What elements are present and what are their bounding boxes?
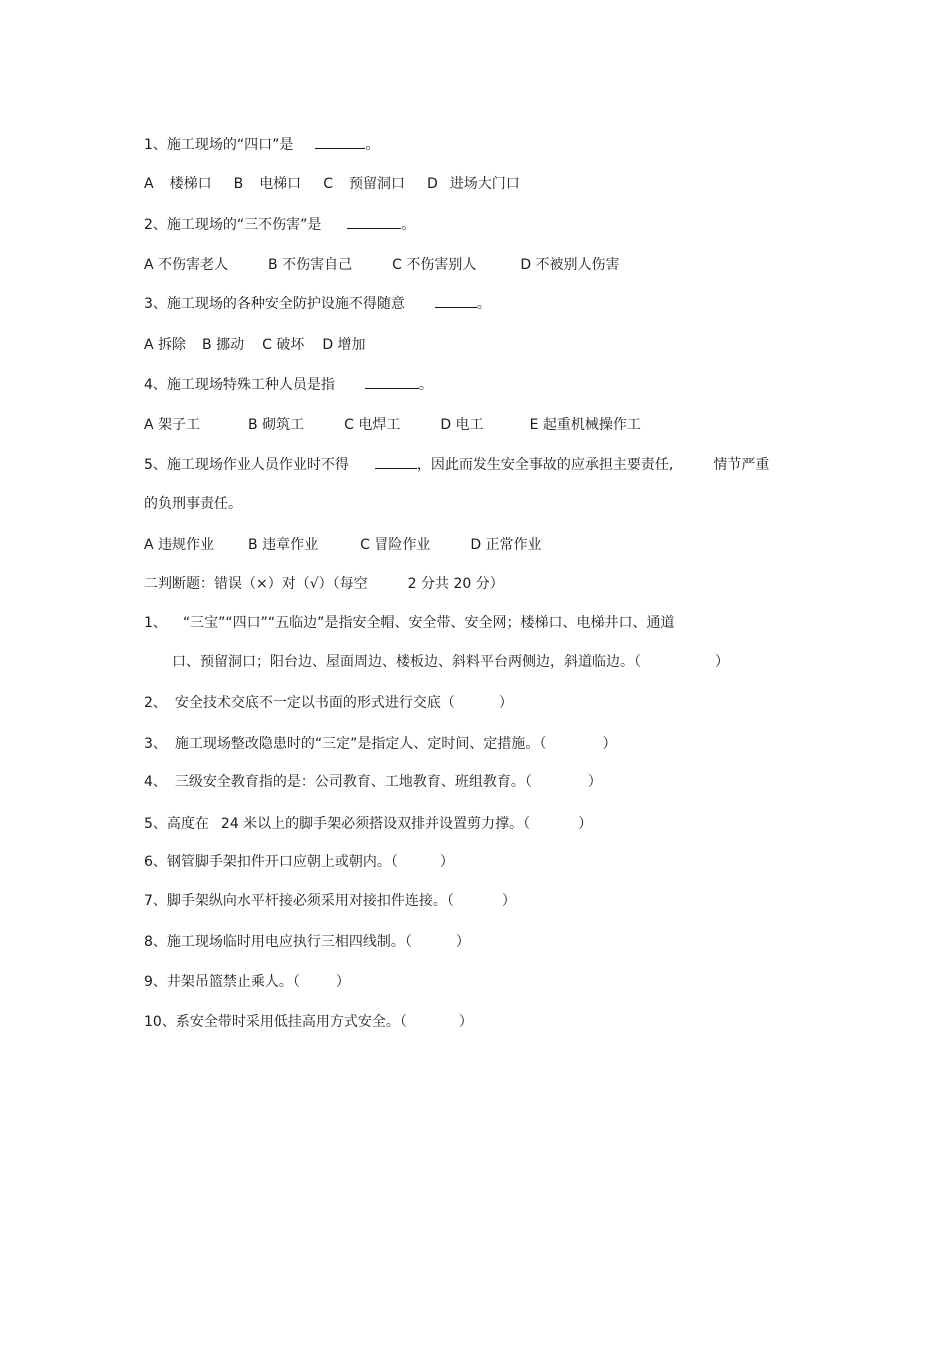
choice-options-2 bbox=[144, 256, 620, 274]
question-number: 4、 bbox=[144, 774, 167, 790]
answer-blank bbox=[435, 295, 477, 308]
judge-question-8: 8、施工现场临时用电应执行三相四线制。（ ） bbox=[144, 934, 470, 950]
option-d: D 电工 bbox=[440, 417, 484, 433]
question-number: 2、 bbox=[144, 695, 167, 711]
choice-question-2: 2、施工现场的“三不伤害”是 。 bbox=[144, 217, 416, 233]
judge-heading: 二判断题：错误（×）对（√）（每空 2 分共 20 分） bbox=[144, 576, 504, 592]
question-text: 安全技术交底不一定以书面的形式进行交底（ bbox=[174, 695, 455, 711]
choice-options-5 bbox=[144, 536, 542, 554]
option-letter: C bbox=[323, 176, 333, 192]
choice-question-3: 3、施工现场的各种安全防护设施不得随意 。 bbox=[144, 296, 491, 312]
option-a: A 违规作业 bbox=[144, 537, 215, 553]
choice-question-1: 1、施工现场的“四口”是 。 bbox=[144, 137, 380, 153]
option-text: 电梯口 bbox=[259, 176, 302, 192]
option-d: D 不被别人伤害 bbox=[520, 257, 620, 273]
question-text: 2、施工现场的“三不伤害”是 bbox=[144, 217, 322, 233]
choice-question-4: 4、施工现场特殊工种人员是指 。 bbox=[144, 377, 433, 393]
option-a: A 架子工 bbox=[144, 417, 201, 433]
choice-options-3 bbox=[144, 336, 366, 354]
option-c: C 破坏 bbox=[262, 337, 305, 353]
choice-options-1 bbox=[144, 175, 520, 193]
answer-blank bbox=[347, 216, 401, 229]
question-text: “三宝”“四口”“五临边”是指安全帽、安全带、安全网；楼梯口、电梯井口、通道 bbox=[182, 615, 675, 631]
question-number: 3、 bbox=[144, 736, 167, 752]
question-text: 3、施工现场的各种安全防护设施不得随意 bbox=[144, 296, 405, 312]
option-letter: B bbox=[233, 176, 244, 192]
judge-question-6: 6、钢管脚手架扣件开口应朝上或朝内。（ ） bbox=[144, 854, 454, 870]
question-text: 施工现场整改隐患时的“三定”是指定人、定时间、定措施。（ bbox=[174, 736, 547, 752]
option-letter: A bbox=[144, 176, 154, 192]
option-a: A 拆除 bbox=[144, 337, 187, 353]
option-c: C 不伤害别人 bbox=[392, 257, 477, 273]
option-e: E 起重机械操作工 bbox=[529, 417, 641, 433]
option-c: C 电焊工 bbox=[344, 417, 401, 433]
option-text: 进场大门口 bbox=[449, 176, 520, 192]
judge-question-10: 10、系安全带时采用低挂高用方式安全。（ ） bbox=[144, 1014, 473, 1030]
judge-question-1-line2: 口、预留洞口；阳台边、屋面周边、楼板边、斜料平台两侧边，斜道临边。（ ） bbox=[172, 654, 729, 670]
answer-blank bbox=[315, 136, 365, 149]
judge-question-7: 7、脚手架纵向水平杆接必须采用对接扣件连接。（ ） bbox=[144, 893, 516, 909]
question-text: 4、施工现场特殊工种人员是指 bbox=[144, 377, 335, 393]
option-b: B 不伤害自己 bbox=[268, 257, 353, 273]
option-d: D 增加 bbox=[322, 337, 366, 353]
question-text: 5、施工现场作业人员作业时不得 bbox=[144, 457, 349, 473]
judge-question-1 bbox=[144, 614, 674, 632]
choice-question-5: 5、施工现场作业人员作业时不得 ，因此而发生安全事故的应承担主要责任, 情节严重 bbox=[144, 457, 770, 473]
option-text: 楼梯口 bbox=[169, 176, 212, 192]
option-d: D 正常作业 bbox=[470, 537, 542, 553]
choice-options-4 bbox=[144, 416, 641, 434]
option-b: B 违章作业 bbox=[248, 537, 319, 553]
judge-question-3: 3、 施工现场整改隐患时的“三定”是指定人、定时间、定措施。（ ） bbox=[144, 736, 617, 752]
option-a: A 不伤害老人 bbox=[144, 257, 229, 273]
question-text: 1、施工现场的“四口”是 bbox=[144, 137, 294, 153]
choice-question-5-line2: 的负刑事责任。 bbox=[144, 496, 242, 512]
judge-question-5: 5、高度在 24 米以上的脚手架必须搭设双排并设置剪力撑。（ ） bbox=[144, 816, 593, 832]
option-letter: D bbox=[426, 176, 438, 192]
judge-question-4: 4、 三级安全教育指的是：公司教育、工地教育、班组教育。（ ） bbox=[144, 774, 602, 790]
judge-question-9: 9、井架吊篮禁止乘人。（ ） bbox=[144, 974, 350, 990]
option-c: C 冒险作业 bbox=[360, 537, 431, 553]
answer-blank bbox=[365, 376, 419, 389]
answer-blank bbox=[375, 456, 417, 469]
question-number: 1、 bbox=[144, 615, 167, 631]
option-b: B 挪动 bbox=[202, 337, 245, 353]
option-text: 预留洞口 bbox=[348, 176, 405, 192]
judge-question-2: 2、 安全技术交底不一定以书面的形式进行交底（ ） bbox=[144, 695, 513, 711]
question-text: 三级安全教育指的是：公司教育、工地教育、班组教育。（ bbox=[174, 774, 532, 790]
option-b: B 砌筑工 bbox=[248, 417, 305, 433]
